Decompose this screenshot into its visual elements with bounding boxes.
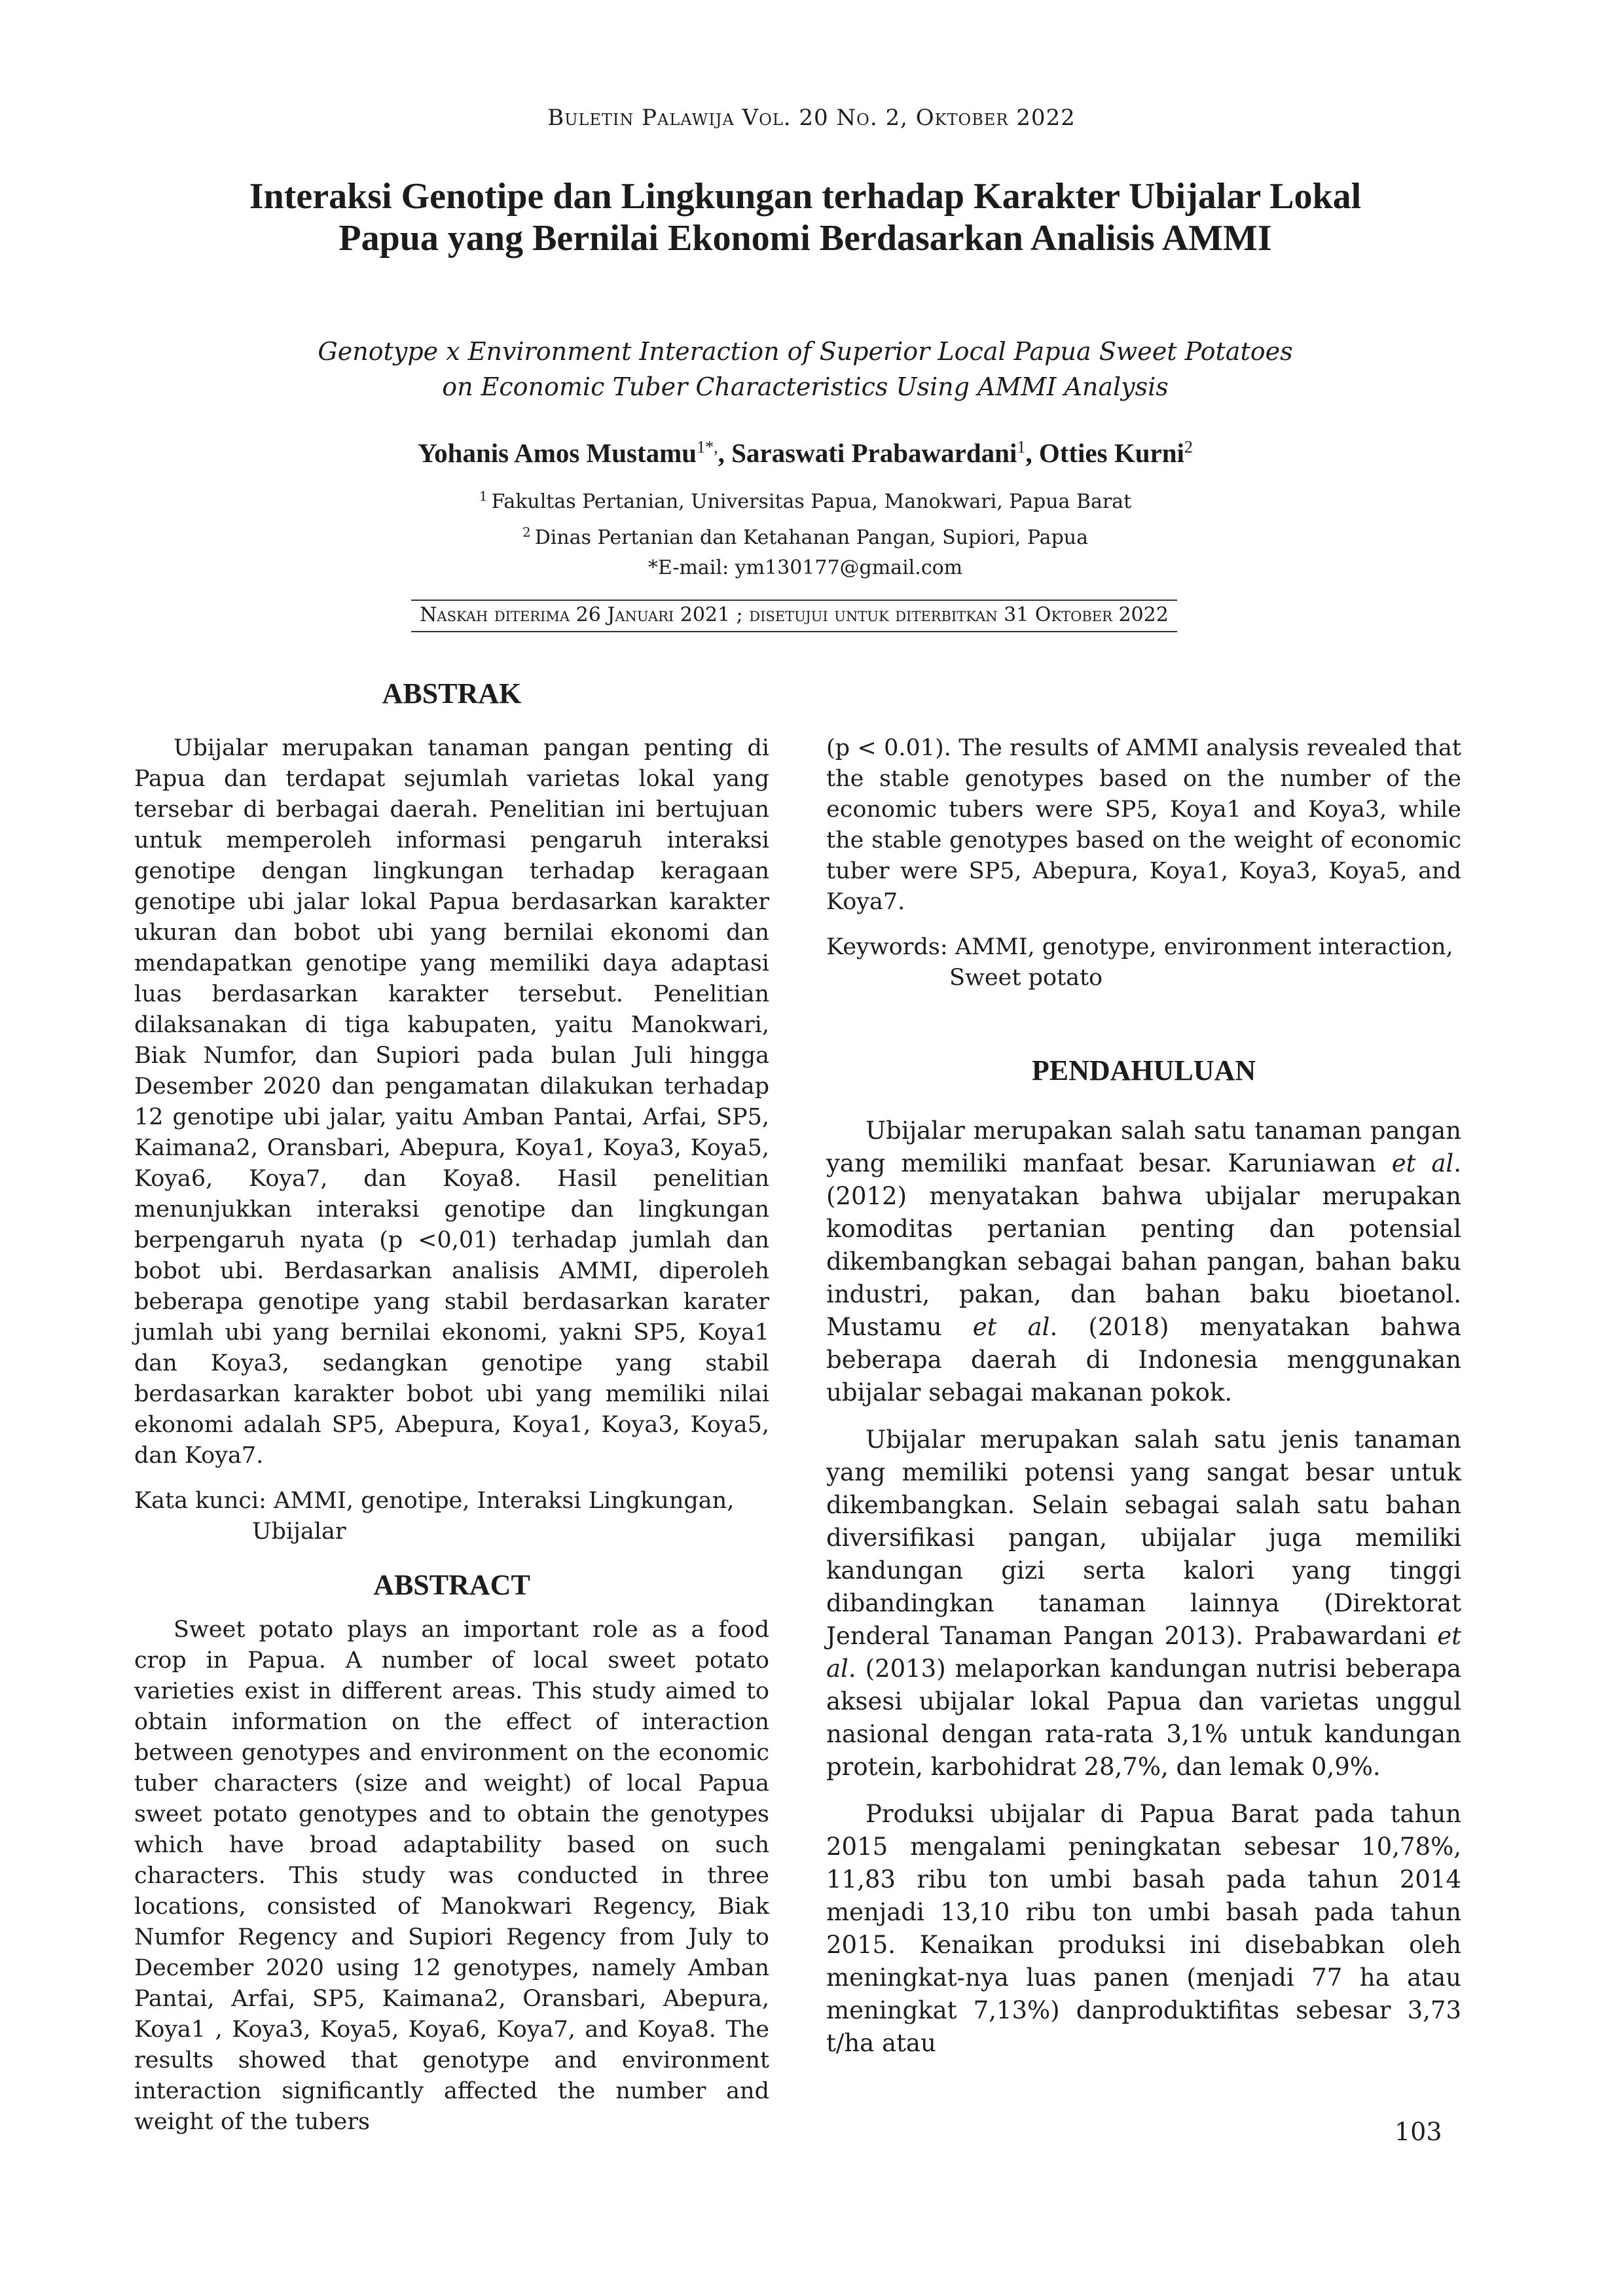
affiliation-item [216, 517, 1395, 553]
keywords-values: AMMI, genotipe, Interaksi Lingkungan, [274, 1488, 735, 1514]
affiliation-text: Dinas Pertanian dan Ketahanan Pangan, Supiori, Papua [534, 526, 1088, 549]
author-affil-mark: 1 [1017, 437, 1026, 457]
pendahuluan-paragraph-2 [826, 1424, 1461, 1784]
abstract-continued [826, 733, 1461, 994]
pendahuluan-paragraph-3: Produksi ubijalar di Papua Barat pada tahun 2015 mengalami peningkatan sebesar 10,78%, 11,83 ribu ton umbi basah pada tahun 2014 menjadi 13,10 ribu ton umbi basah pada tahun 2015. Kenaikan produksi ini disebabkan oleh meningkat-nya luas panen (menjadi 77 ha atau meningkat 7,13%) danproduktifitas sebesar 3,73 t/ha atau [826, 1800, 1461, 2057]
keywords-values: AMMI, genotype, environment interaction, [955, 934, 1453, 960]
page-number: 103 [1395, 2117, 1442, 2146]
italic-run: et al [972, 1313, 1050, 1341]
author-name: Saraswati Prabawardani [731, 438, 1017, 468]
abstract-heading: ABSTRACT [373, 1569, 530, 1601]
keywords-label: Kata kunci: [134, 1488, 266, 1514]
pendahuluan-paragraph-1 [826, 1115, 1461, 1409]
author-name: Otties Kurni [1038, 438, 1184, 468]
corresponding-email[interactable]: *E-mail: ym130177@gmail.com [647, 556, 963, 579]
text-run: . (2013) melaporkan kandungan nutrisi beberapa aksesi ubijalar lokal Papua dan varietas unggul nasional dengan rata-rata 3,1% untuk kandungan protein, karbohidrat 28,7%, dan lemak 0,9%. [826, 1655, 1461, 1781]
author-separator: , [718, 438, 732, 468]
keywords-values-cont: Ubijalar [252, 1518, 346, 1545]
text-run: Ubijalar merupakan salah satu jenis tanaman yang memiliki potensi yang sangat besar untuk dikembangkan. Selain sebagai salah satu bahan diversifikasi pangan, ubijalar juga memiliki kandungan gizi serta kalori yang tinggi dibandingkan tanaman lainnya (Direktorat Jenderal Tanaman Pangan 2013). Prabawardani [826, 1426, 1461, 1650]
author-name: Yohanis Amos Mustamu [418, 438, 697, 468]
abstract-section [134, 1570, 769, 2138]
text-run: . (2018) menyatakan bahwa beberapa daerah di Indonesia menggunakan ubijalar sebagai makanan pokok. [826, 1313, 1461, 1407]
affiliations [216, 481, 1395, 583]
affiliation-mark: 2 [522, 524, 531, 540]
italic-run: et al [826, 1622, 1461, 1683]
keywords-label: Keywords: [826, 934, 948, 960]
abstrak-keywords [134, 1486, 769, 1547]
italic-run: et al [1391, 1149, 1454, 1177]
abstrak-body: Ubijalar merupakan tanaman pangan penting di Papua dan terdapat sejumlah varietas lokal yang tersebar di berbagai daerah. Penelitian ini bertujuan untuk memperoleh informasi pengaruh interaksi genotipe dengan lingkungan terhadap keragaan genotipe ubi jalar lokal Papua berdasarkan karakter ukuran dan bobot ubi yang bernilai ekonomi dan mendapatkan genotipe yang memiliki daya adaptasi luas berdasarkan karakter tersebut. Penelitian dilaksanakan di tiga kabupaten, yaitu Manokwari, Biak Numfor, dan Supiori pada bulan Juli hingga Desember 2020 dan pengamatan dilakukan terhadap 12 genotipe ubi jalar, yaitu Amban Pantai, Arfai, SP5, Kaimana2, Oransbari, Abepura, Koya1, Koya3, Koya5, Koya6, Koya7, dan Koya8. Hasil penelitian menunjukkan interaksi genotipe dan lingkungan berpengaruh nyata (p <0,01) terhadap jumlah dan bobot ubi. Berdasarkan analisis AMMI, diperoleh beberapa genotipe yang stabil berdasarkan karater jumlah ubi yang bernilai ekonomi, yakni SP5, Koya1 dan Koya3, sedangkan genotipe yang stabil berdasarkan karakter bobot ubi yang memiliki nilai ekonomi adalah SP5, Abepura, Koya1, Koya3, Koya5, dan Koya7. [134, 735, 769, 1469]
abstract-body-continued: (p < 0.01). The results of AMMI analysis revealed that the stable genotypes based on the number of the economic tubers were SP5, Koya1 and Koya3, while the stable genotypes based on the weight of economic tuber were SP5, Abepura, Koya1, Koya3, Koya5, and Koya7. [826, 735, 1461, 915]
abstract-body: Sweet potato plays an important role as a food crop in Papua. A number of local sweet potato varieties exist in different areas. This study aimed to obtain information on the effect of interaction between genotypes and environment on the economic tuber characters (size and weight) of local Papua sweet potato genotypes and to obtain the genotypes which have broad adaptability based on such characters. This study was conducted in three locations, consisted of Manokwari Regency, Biak Numfor Regency and Supiori Regency from July to December 2020 using 12 genotypes, namely Amban Pantai, Arfai, SP5, Kaimana2, Oransbari, Abepura, Koya1 , Koya3, Koya5, Koya6, Koya7, and Koya8. The results showed that genotype and environment interaction significantly affected the number and weight of the tubers [134, 1617, 769, 2135]
abstrak-section [134, 733, 769, 1547]
article-title: Interaksi Genotipe dan Lingkungan terhadap Karakter Ubijalar Lokal Papua yang Bernilai Ekonomi Berdasarkan Analisis AMMI [249, 176, 1362, 259]
author-affil-mark: 1*, [697, 437, 718, 457]
article-subtitle [216, 334, 1395, 404]
author-separator: , [1025, 438, 1039, 468]
text-run: Ubijalar merupakan salah satu tanaman pangan yang memiliki manfaat besar. Karuniawan [826, 1117, 1461, 1177]
affiliation-item [216, 481, 1395, 517]
text-run: . (2012) menyatakan bahwa ubijalar merupakan komoditas pertanian penting dan potensial dikembangkan sebagai bahan pangan, bahan baku industri, pakan, dan bahan baku bioetanol. Mustamu [826, 1149, 1461, 1341]
left-column [134, 678, 769, 709]
affiliation-text: Fakultas Pertanian, Universitas Papua, Manokwari, Papua Barat [491, 490, 1132, 513]
subtitle-line-2: on Economic Tuber Characteristics Using AMMI Analysis [442, 372, 1169, 401]
pendahuluan-heading: PENDAHULUAN [1031, 1054, 1256, 1086]
pendahuluan-section [826, 1055, 1461, 2060]
received-accepted-dates: Naskah diterima 26 Januari 2021 ; disetujui untuk diterbitkan 31 Oktober 2022 [411, 600, 1177, 632]
affiliation-mark: 1 [479, 488, 488, 504]
subtitle-line-1: Genotype x Environment Interaction of Superior Local Papua Sweet Potatoes [318, 337, 1293, 366]
abstract-keywords [826, 932, 1461, 994]
author-affil-mark: 2 [1184, 437, 1193, 457]
keywords-values-cont: Sweet potato [949, 965, 1103, 991]
author-list [216, 437, 1395, 469]
running-head: Buletin Palawija Vol. 20 No. 2, Oktober 2022 [547, 105, 1076, 131]
abstrak-heading: ABSTRAK [382, 677, 522, 709]
